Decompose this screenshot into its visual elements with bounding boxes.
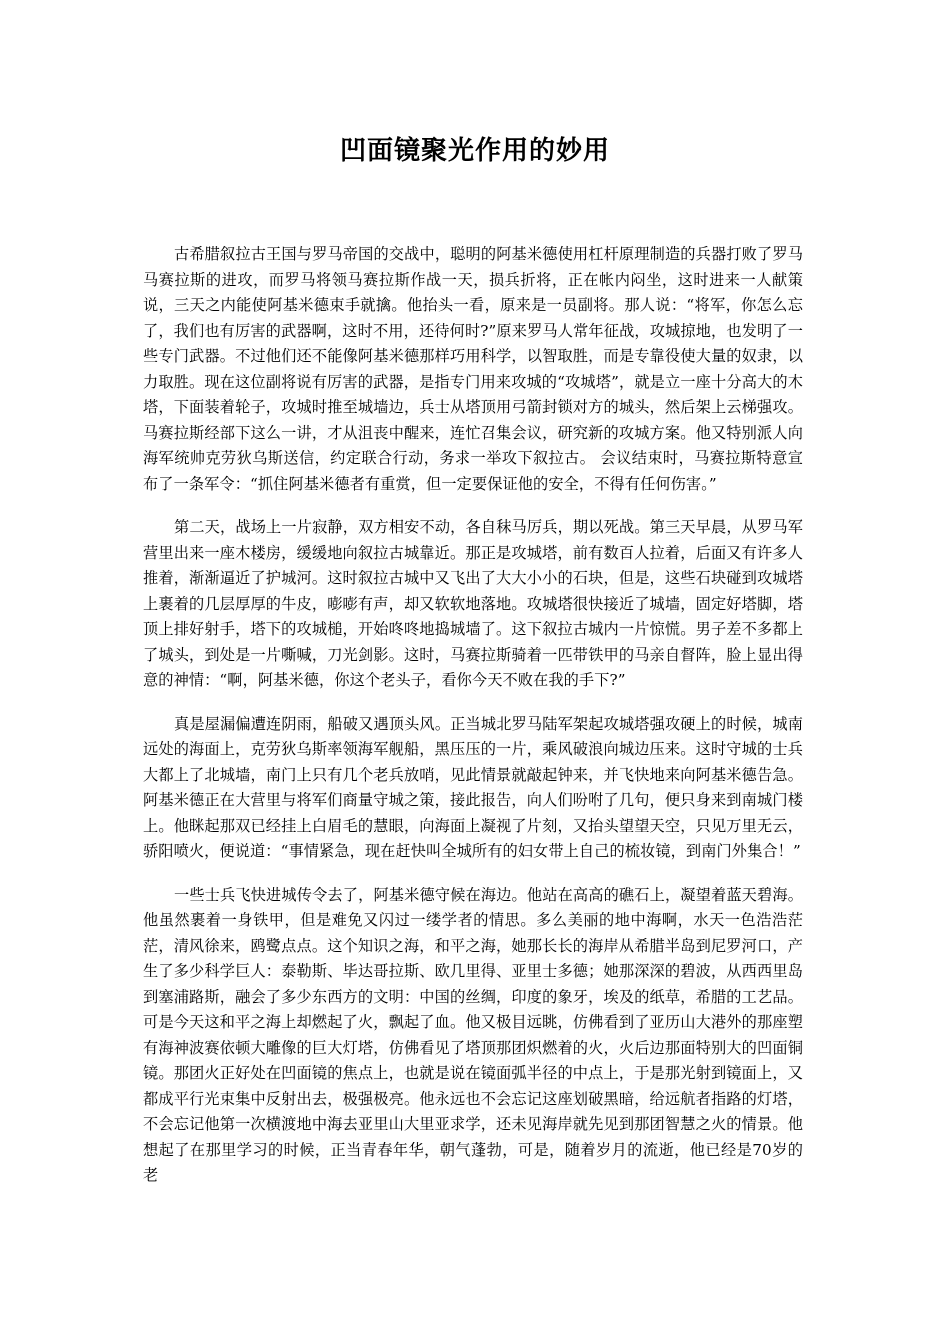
paragraph-4: 一些士兵飞快进城传令去了，阿基米德守候在海边。他站在高高的礁石上，凝望着蓝天碧海。他虽然裹着一身铁甲，但是难免又闪过一缕学者的情思。多么美丽的地中海啊，水天一色浩浩茫茫，清风徐来，鸥鹭点点。这个知识之海，和平之海，她那长长的海岸从希腊半岛到尼罗河口，产生了多少科学巨人：泰勒斯、毕达哥拉斯、欧几里得、亚里士多德；她那深深的碧波，从西西里岛到塞浦路斯，融会了多少东西方的文明：中国的丝绸，印度的象牙，埃及的纸草，希腊的工艺品。可是今天这和平之海上却燃起了火，飘起了血。他又极目远眺，仿佛看到了亚历山大港外的那座塑有海神波赛依顿大雕像的巨大灯塔，仿佛看见了塔顶那团炽燃着的火，火后边那面特别大的凹面铜镜。那团火正好处在凹面镜的焦点上，也就是说在镜面弧半径的中点上，于是那光射到镜面上，又都成平行光束集中反射出去，极强极亮。他永远也不会忘记这座划破黑暗，给远航者指路的灯塔，不会忘记他第一次横渡地中海去亚里山大里亚求学，还未见海岸就先见到那团智慧之火的情景。他想起了在那里学习的时候，正当青春年华，朝气蓬勃，可是，随着岁月的流逝，他已经是70岁的老 (143, 885, 803, 1184)
paragraph-1: 古希腊叙拉古王国与罗马帝国的交战中，聪明的阿基米德使用杠杆原理制造的兵器打败了罗马马赛拉斯的进攻，而罗马将领马赛拉斯作战一天，损兵折将，正在帐内闷坐，这时进来一人献策说，三天之内能使阿基米德束手就擒。他抬头一看，原来是一员副将。那人说：“将军，你怎么忘了，我们也有厉害的武器啊，这时不用，还待何时?”原来罗马人常年征战，攻城掠地，也发明了一些专门武器。不过他们还不能像阿基米德那样巧用科学，以智取胜，而是专靠役使大量的奴隶，以力取胜。现在这位副将说有厉害的武器，是指专门用来攻城的“攻城塔”，就是立一座十分高大的木塔，下面装着轮子，攻城时推至城墙边，兵士从塔顶用弓箭封锁对方的城头，然后架上云梯强攻。马赛拉斯经部下这么一讲，才从沮丧中醒来，连忙召集会议，研究新的攻城方案。他又特别派人向海军统帅克劳狄乌斯送信，约定联合行动，务求一举攻下叙拉古。 会议结束时，马赛拉斯特意宣布了一条军令：“抓住阿基米德者有重赏，但一定要保证他的安全，不得有任何伤害。” (143, 245, 803, 493)
paragraph-2: 第二天，战场上一片寂静，双方相安不动，各自秣马厉兵，期以死战。第三天早晨，从罗马军营里出来一座木楼房，缓缓地向叙拉古城靠近。那正是攻城塔，前有数百人拉着，后面又有许多人推着，渐渐逼近了护城河。这时叙拉古城中又飞出了大大小小的石块，但是，这些石块碰到攻城塔上裹着的几层厚厚的牛皮，嘭嘭有声，却又软软地落地。攻城塔很快接近了城墙，固定好塔脚，塔顶上排好射手，塔下的攻城槌，开始咚咚地捣城墙了。这下叙拉古城内一片惊慌。男子差不多都上了城头，到处是一片嘶喊，刀光剑影。这时，马赛拉斯骑着一匹带铁甲的马亲自督阵，脸上显出得意的神情：“啊，阿基米德，你这个老头子，看你今天不败在我的手下?” (143, 518, 803, 689)
document-body (143, 242, 803, 1207)
document-title: 凹面镜聚光作用的妙用 (339, 136, 610, 166)
paragraph-3: 真是屋漏偏遭连阴雨，船破又遇顶头风。正当城北罗马陆军架起攻城塔强攻硬上的时候，城南远处的海面上，克劳狄乌斯率领海军舰船，黑压压的一片，乘风破浪向城边压来。这时守城的士兵大都上了北城墙，南门上只有几个老兵放哨，见此情景就敲起钟来，并飞快地来向阿基米德告急。阿基米德正在大营里与将军们商量守城之策，接此报告，向人们吩咐了几句，便只身来到南城门楼上。他眯起那双已经挂上白眉毛的慧眼，向海面上凝视了片刻，又抬头望望天空，只见万里无云，骄阳喷火，便说道：“事情紧急，现在赶快叫全城所有的妇女带上自己的梳妆镜，到南门外集合！” (143, 714, 803, 860)
